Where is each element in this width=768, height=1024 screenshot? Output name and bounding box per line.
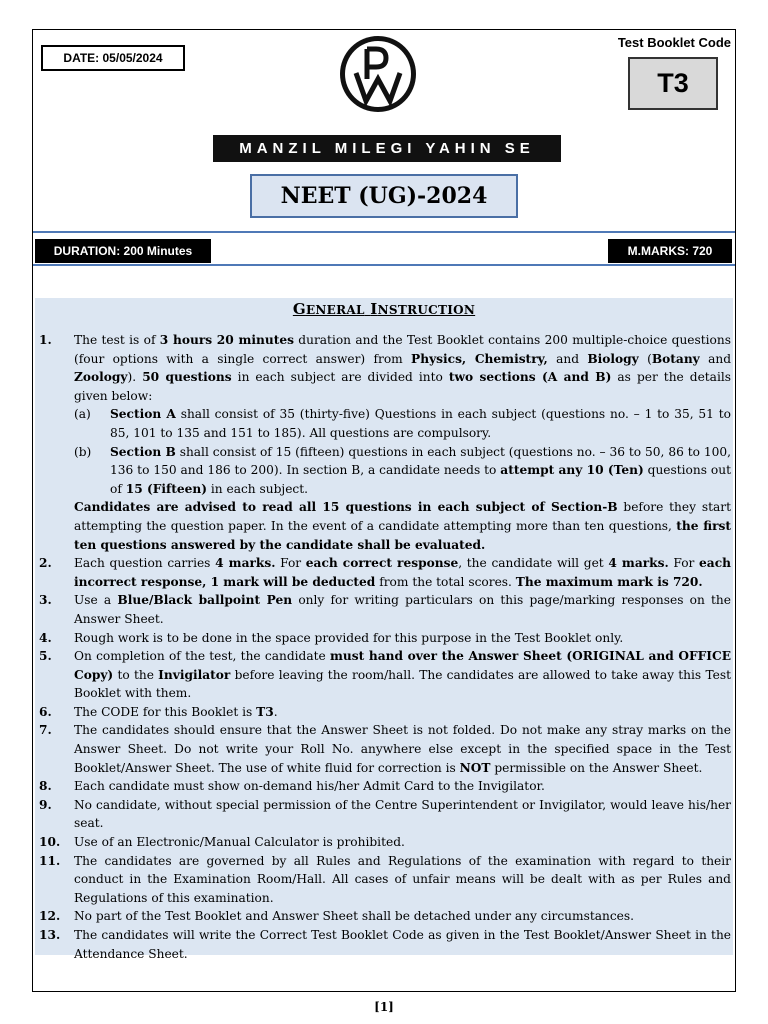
item-number: 4. [39, 630, 52, 645]
booklet-code-label: Test Booklet Code [617, 35, 731, 50]
item-number: 2. [39, 556, 52, 571]
text-run: The candidates should ensure that the Answer Sheet is not folded. Do not make any stray marks on the Answer Sheet. Do not write your Roll No. anywhere else except in the specified space in the Test Booklet/Answer Sheet. The use of white fluid for correction is [74, 723, 731, 775]
text-run: only for writing particulars on this page/marking responses on the Answer Sheet. [74, 593, 731, 626]
item-text [74, 721, 731, 777]
text-run: 15 (Fifteen) [125, 481, 207, 496]
item-text [74, 591, 731, 628]
text-run: must hand over the Answer Sheet (ORIGINAL and OFFICE Copy) [74, 649, 731, 682]
item-number: 3. [39, 593, 52, 608]
instruction-item [35, 907, 731, 926]
item-number: 9. [39, 797, 52, 812]
text-run: Section B [110, 444, 176, 459]
text-run: shall consist of 15 (fifteen) questions in each subject (questions no. – 36 to 50, 86 to 100, 136 to 150 and 186 to 200). In section B, a candidate needs to [110, 444, 731, 478]
heading-cap: I [370, 300, 378, 318]
item-text: Use of an Electronic/Manual Calculator is prohibited. [74, 835, 405, 850]
instruction-item [35, 554, 731, 591]
text-run: permissible on the Answer Sheet. [490, 760, 703, 775]
item-text [74, 554, 731, 591]
item-number: 10. [39, 835, 61, 850]
text-run: questions out of [110, 463, 732, 496]
page-number: [1] [374, 1000, 394, 1014]
text-run: and [699, 351, 732, 366]
item-text [74, 647, 731, 703]
text-run: attempt any 10 (Ten) [500, 463, 644, 478]
text-run: each correct response [305, 556, 459, 571]
text-run: Use a [74, 593, 118, 608]
sub-item-b [74, 443, 731, 499]
instruction-item [35, 721, 731, 777]
text-run: T3 [256, 704, 274, 719]
item-text: Each candidate must show on-demand his/her Admit Card to the Invigilator. [74, 779, 545, 794]
text-run: before they start attempting the question paper. In the event of a candidate attempting more than ten questions, [74, 500, 731, 533]
text-run: Biology [587, 351, 639, 366]
instruction-item [35, 703, 731, 722]
text-run: Botany [651, 351, 700, 366]
text-run: ( [638, 351, 652, 366]
section-b-note [74, 498, 731, 554]
divider-top [33, 231, 735, 233]
exam-title: NEET (UG)-2024 [250, 174, 518, 218]
tagline: MANZIL MILEGI YAHIN SE [213, 135, 561, 162]
text-run: The CODE for this Booklet is [74, 704, 257, 719]
sub-item-label: (b) [74, 444, 92, 459]
text-run: duration and the Test Booklet contains 200 multiple-choice questions (four options with a single correct answer) from [74, 333, 732, 366]
item-number: 6. [39, 704, 52, 719]
item-number: 12. [39, 909, 61, 924]
heading-cap: G [292, 300, 306, 318]
sub-item-text [110, 405, 731, 442]
pw-logo-icon [339, 35, 417, 113]
item-text [74, 331, 731, 554]
text-run: ). [127, 370, 143, 385]
text-run: Each question carries [74, 556, 216, 571]
text-run: each incorrect response, 1 mark will be deducted [74, 556, 731, 589]
item-text: No candidate, without special permission of the Centre Superintendent or Invigilator, would leave his/her seat. [74, 797, 731, 831]
item-number: 1. [39, 333, 52, 347]
item-text: The candidates are governed by all Rules and Regulations of the examination with regard to their conduct in the Examination Room/Hall. All cases of unfair means will be dealt with as per Rules and Regulations of this examination. [74, 853, 731, 905]
item-number: 11. [39, 853, 61, 868]
instructions-heading [33, 300, 735, 318]
item-number: 8. [39, 779, 52, 794]
instruction-item [35, 833, 731, 852]
text-run: NOT [459, 760, 491, 775]
instruction-item [35, 926, 731, 963]
item-number: 13. [39, 928, 61, 942]
max-marks-label: M.MARKS: 720 [608, 239, 732, 263]
text-run: in each subject. [207, 481, 309, 496]
text-run: , the candidate will get [458, 556, 609, 571]
text-run: Zoology [74, 370, 128, 385]
item-text: No part of the Test Booklet and Answer Sheet shall be detached under any circumstances. [74, 909, 635, 924]
text-run: from the total scores. [375, 574, 516, 589]
text-run: in each subject are divided into [231, 370, 449, 385]
text-run: Invigilator [158, 667, 231, 682]
text-run: Candidates are advised to read all 15 questions in each subject of Section-B [74, 500, 618, 515]
text-run: before leaving the room/hall. The candidates are allowed to take away this Test Booklet with them. [74, 667, 731, 701]
text-run: 4 marks. [215, 556, 276, 571]
instruction-item [35, 796, 731, 833]
text-run: 4 marks. [608, 556, 669, 571]
duration-label: DURATION: 200 Minutes [35, 239, 211, 263]
text-run: For [668, 556, 700, 571]
text-run: as per the details given below: [74, 370, 732, 403]
sub-item-label: (a) [74, 407, 91, 422]
item-number: 5. [39, 649, 52, 664]
text-run: 50 questions [142, 370, 232, 385]
text-run: . [273, 704, 278, 719]
text-run: The test is of [74, 333, 160, 347]
divider-bottom [33, 264, 735, 266]
instruction-item [35, 629, 731, 648]
instruction-item [35, 331, 731, 554]
booklet-code: T3 [628, 57, 718, 110]
item-text [74, 703, 731, 722]
text-run: For [275, 556, 306, 571]
sub-item-text [110, 443, 731, 499]
item-number: 7. [39, 723, 52, 738]
instruction-list [35, 331, 731, 963]
text-run: On completion of the test, the candidate [74, 649, 330, 664]
item-text: The candidates will write the Correct Test Booklet Code as given in the Test Booklet/Answer Sheet in the Attendance Sheet. [74, 928, 731, 961]
text-run: 3 hours 20 minutes [159, 333, 294, 347]
text-run: shall consist of 35 (thirty-five) Questions in each subject (questions no. – 1 to 35, 51 to 85, 101 to 135 and 151 to 185). All questions are compulsory. [110, 407, 731, 440]
text-run: to the [113, 667, 159, 682]
text-run: and [547, 351, 588, 366]
instruction-item [35, 852, 731, 908]
instruction-item [35, 777, 731, 796]
text-run: Section A [110, 407, 176, 422]
instruction-item [35, 591, 731, 628]
text-run: Physics, Chemistry, [411, 351, 548, 366]
text-run: the first ten questions answered by the candidate shall be evaluated. [74, 518, 731, 552]
text-run: The maximum mark is 720. [515, 574, 703, 589]
heading-rest: ENERAL [305, 303, 365, 317]
text-run: two sections (A and B) [448, 370, 612, 385]
text-run: Blue/Black ballpoint Pen [117, 593, 293, 608]
item-text: Rough work is to be done in the space provided for this purpose in the Test Booklet only. [74, 630, 624, 645]
instruction-item [35, 647, 731, 703]
sub-item-a [74, 405, 731, 442]
exam-date: DATE: 05/05/2024 [41, 45, 185, 71]
heading-rest: NSTRUCTION [377, 303, 476, 317]
page-frame [32, 29, 736, 992]
